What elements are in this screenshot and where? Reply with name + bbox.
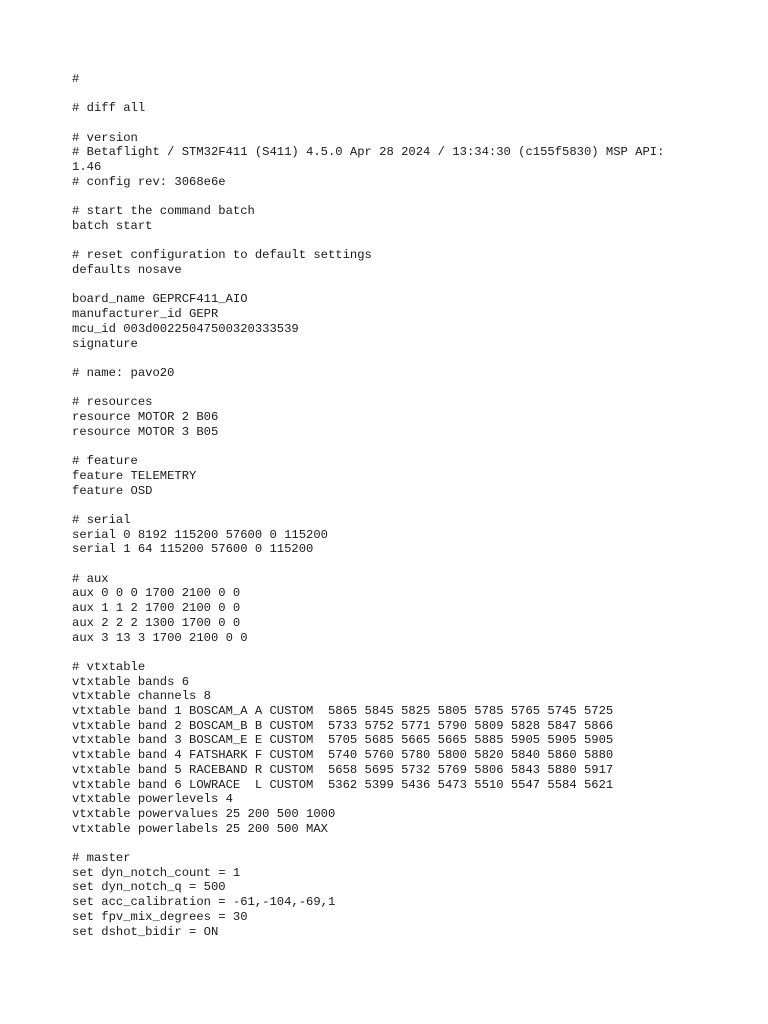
command-line: board_name GEPRCF411_AIO	[72, 292, 248, 307]
command-line: vtxtable channels 8	[72, 689, 211, 704]
command-line: vtxtable band 4 FATSHARK F CUSTOM 5740 5760 5780 5800 5820 5840 5860 5880	[72, 748, 614, 763]
blank-line	[72, 278, 712, 293]
blank-line	[72, 645, 712, 660]
blank-line	[72, 557, 712, 572]
comment-line: # vtxtable	[72, 659, 146, 674]
command-line: resource MOTOR 2 B06	[72, 410, 219, 425]
blank-line	[72, 498, 712, 513]
config-text-document	[72, 72, 712, 939]
blank-line	[72, 87, 712, 102]
comment-line: # start the command batch	[72, 204, 255, 219]
command-line: signature	[72, 336, 138, 351]
command-line: set dyn_notch_count = 1	[72, 865, 241, 880]
command-line: serial 0 8192 115200 57600 0 115200	[72, 527, 328, 542]
command-line: 1.46	[72, 160, 102, 175]
comment-line: # master	[72, 851, 131, 866]
command-line: mcu_id 003d00225047500320333539	[72, 321, 299, 336]
comment-line: # feature	[72, 454, 138, 469]
command-line: feature TELEMETRY	[72, 468, 197, 483]
command-line: vtxtable powervalues 25 200 500 1000	[72, 806, 336, 821]
command-line: vtxtable band 1 BOSCAM_A A CUSTOM 5865 5845 5825 5805 5785 5765 5745 5725	[72, 704, 614, 719]
command-line: vtxtable powerlevels 4	[72, 792, 233, 807]
command-line: serial 1 64 115200 57600 0 115200	[72, 542, 314, 557]
command-line: vtxtable band 3 BOSCAM_E E CUSTOM 5705 5685 5665 5665 5885 5905 5905 5905	[72, 733, 614, 748]
blank-line	[72, 836, 712, 851]
comment-line: # config rev: 3068e6e	[72, 174, 226, 189]
blank-line	[72, 116, 712, 131]
command-line: aux 1 1 2 1700 2100 0 0	[72, 601, 241, 616]
comment-line: # aux	[72, 571, 109, 586]
blank-line	[72, 439, 712, 454]
command-line: manufacturer_id GEPR	[72, 307, 219, 322]
command-line: vtxtable band 2 BOSCAM_B B CUSTOM 5733 5752 5771 5790 5809 5828 5847 5866	[72, 718, 614, 733]
command-line: aux 2 2 2 1300 1700 0 0	[72, 615, 241, 630]
command-line: set dyn_notch_q = 500	[72, 880, 226, 895]
comment-line: # reset configuration to default settings	[72, 248, 372, 263]
command-line: aux 0 0 0 1700 2100 0 0	[72, 586, 241, 601]
command-line: vtxtable band 6 LOWRACE L CUSTOM 5362 5399 5436 5473 5510 5547 5584 5621	[72, 777, 614, 792]
command-line: vtxtable band 5 RACEBAND R CUSTOM 5658 5695 5732 5769 5806 5843 5880 5917	[72, 762, 614, 777]
comment-line: # name: pavo20	[72, 365, 175, 380]
comment-line: # version	[72, 130, 138, 145]
command-line: resource MOTOR 3 B05	[72, 424, 219, 439]
command-line: defaults nosave	[72, 263, 182, 278]
command-line: set dshot_bidir = ON	[72, 924, 219, 939]
comment-line: #	[72, 72, 80, 86]
blank-line	[72, 234, 712, 249]
blank-line	[72, 381, 712, 396]
comment-line: # diff all	[72, 101, 146, 116]
blank-line	[72, 190, 712, 205]
comment-line: # serial	[72, 512, 131, 527]
blank-line	[72, 351, 712, 366]
command-line: vtxtable bands 6	[72, 674, 190, 689]
command-line: aux 3 13 3 1700 2100 0 0	[72, 630, 248, 645]
command-line: feature OSD	[72, 483, 153, 498]
command-line: vtxtable powerlabels 25 200 500 MAX	[72, 821, 328, 836]
comment-line: # Betaflight / STM32F411 (S411) 4.5.0 Apr 28 2024 / 13:34:30 (c155f5830) MSP API:	[72, 145, 665, 160]
command-line: set fpv_mix_degrees = 30	[72, 909, 248, 924]
comment-line: # resources	[72, 395, 153, 410]
command-line: set acc_calibration = -61,-104,-69,1	[72, 895, 336, 910]
command-line: batch start	[72, 218, 153, 233]
